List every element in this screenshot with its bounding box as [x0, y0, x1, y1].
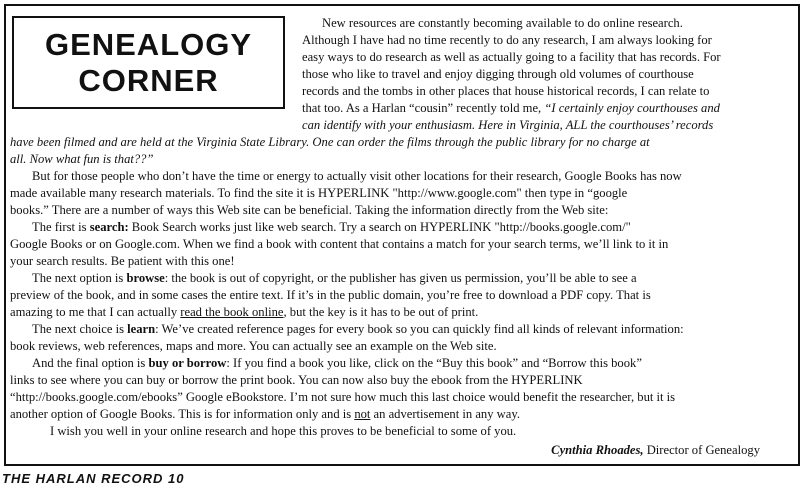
para-line: books.” There are a number of ways this Web site can be beneficial. Taking the information directly from the Web site:	[10, 203, 609, 217]
intro-line: New resources are constantly becoming available to do online research.	[322, 16, 683, 30]
closing-line: I wish you well in your online research and hope this proves to be beneficial to some of you.	[50, 424, 517, 438]
title-line-2: CORNER	[78, 62, 219, 98]
para-line: made available many research materials. To find the site it is HYPERLINK "http://www.google.com" then type in “google	[10, 186, 628, 200]
buy-line: And the final option is buy or borrow: If you find a book you like, click on the “Buy this book” and “Borrow this book”	[32, 356, 642, 370]
intro-line: those who like to travel and enjoy digging through old volumes of courthouse	[302, 67, 694, 81]
intro-text: that too. As a Harlan “cousin” recently told me,	[302, 101, 545, 115]
search-term: search:	[89, 220, 129, 234]
learn-line: book reviews, web references, maps and more. You can actually see an example on the Web site.	[10, 339, 497, 353]
browse-line: preview of the book, and in some cases the entire text. If it’s in the public domain, you’re free to download a PDF copy. That is	[10, 288, 651, 302]
quote-line: have been filmed and are held at the Virginia State Library. One can order the films through the public library for no charge at	[10, 135, 650, 149]
quote-text: “I certainly enjoy courthouses and	[544, 101, 720, 115]
quote-line: can identify with your enthusiasm. Here in Virginia, ALL the courthouses’ records	[302, 118, 714, 132]
search-line: Google Books or on Google.com. When we find a book with content that contains a match for your search terms, we’ll link to it in	[10, 237, 669, 251]
buy-term: buy or borrow	[148, 356, 227, 370]
intro-line: records and the tombs in other places that house historical records, I can relate to	[302, 84, 710, 98]
title-line-1: GENEALOGY	[44, 26, 253, 62]
signature	[551, 442, 760, 458]
article-frame	[4, 4, 800, 466]
learn-line: The next choice is learn: We’ve created reference pages for every book so you can quickly find all kinds of relevant information:	[32, 322, 684, 336]
browse-line: The next option is browse: the book is out of copyright, or the publisher has given us permission, you’ll be able to see a	[32, 271, 637, 285]
title-box	[12, 16, 285, 109]
buy-line: “http://books.google.com/ebooks” Google eBookstore. I’m not sure how much this last choice would benefit the researcher, but it is	[10, 390, 676, 404]
signature-role: Director of Genealogy	[643, 443, 760, 457]
browse-line: amazing to me that I can actually read the book online, but the key is it has to be out of print.	[10, 305, 479, 319]
para-line: But for those people who don’t have the time or energy to actually visit other locations for their research, Google Books has now	[32, 169, 682, 183]
learn-term: learn	[127, 322, 156, 336]
read-book-online-link[interactable]: read the book online	[180, 305, 284, 319]
search-line: your search results. Be patient with this one!	[10, 254, 235, 268]
footer: THE HARLAN RECORD 10	[2, 471, 185, 486]
intro-line: easy ways to do research as well as actually going to a facility that has records. For	[302, 50, 721, 64]
buy-line: another option of Google Books. This is for information only and is not an advertisement in any way.	[10, 407, 520, 421]
not-emphasis: not	[354, 407, 371, 421]
quote-line: all. Now what fun is that??”	[10, 152, 154, 166]
search-line: The first is search: Book Search works just like web search. Try a search on HYPERLINK "http://books.google.com/"	[32, 220, 631, 234]
intro-line: Although I have had no time recently to do any research, I am always looking for	[302, 33, 712, 47]
buy-line: links to see where you can buy or borrow the print book. You can now also buy the ebook from the HYPERLINK	[10, 373, 583, 387]
intro-line	[302, 100, 720, 116]
browse-term: browse	[126, 271, 165, 285]
signature-name: Cynthia Rhoades,	[551, 443, 644, 457]
